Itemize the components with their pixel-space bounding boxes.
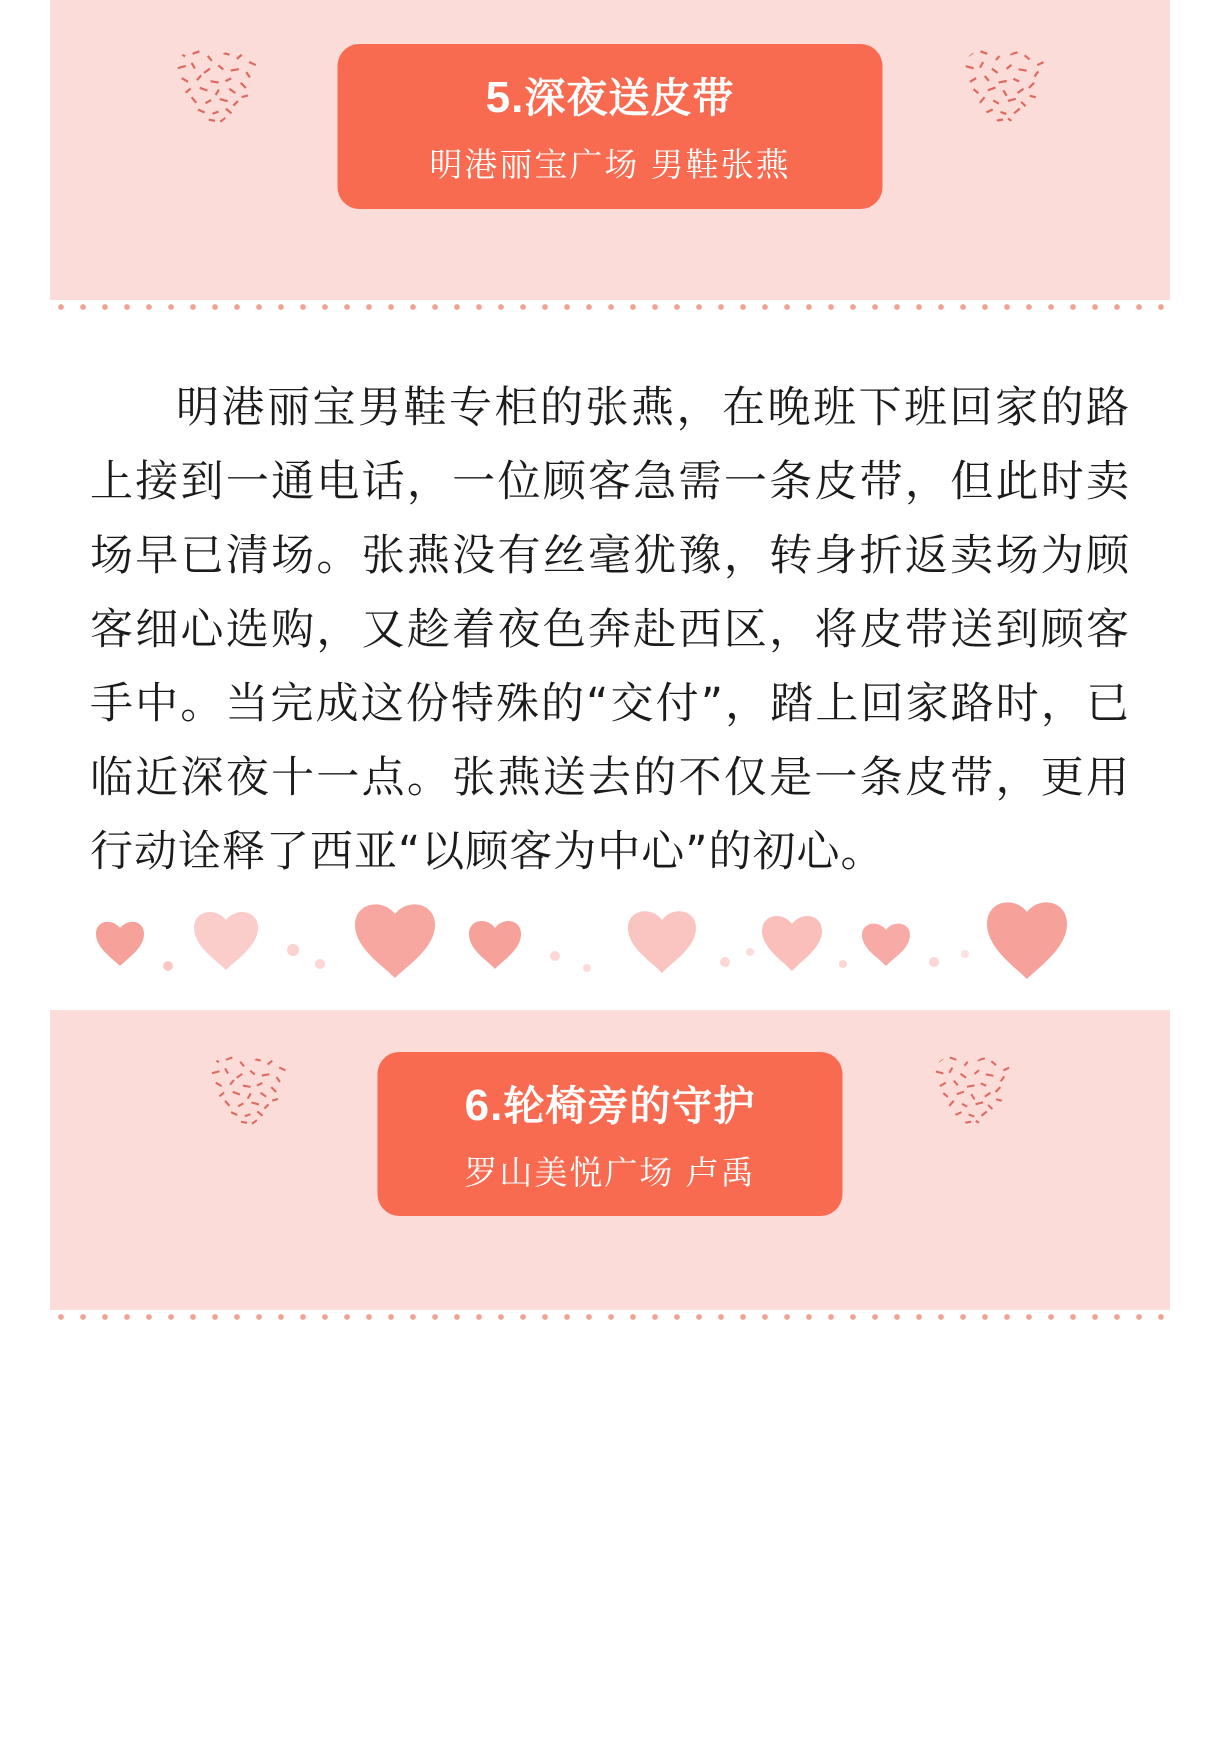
dotted-divider	[50, 1310, 1170, 1324]
section-body-5	[50, 314, 1170, 890]
section-header-band-5	[50, 0, 1170, 300]
section-title: 轮椅旁的守护	[503, 1082, 756, 1129]
heart-stipple-icon	[958, 46, 1050, 130]
section-subtitle: 明港丽宝广场 男鞋张燕	[429, 146, 791, 183]
section-subtitle: 罗山美悦广场 卢禹	[464, 1153, 756, 1191]
section-number: 6.	[464, 1080, 504, 1130]
heart-stipple-icon	[170, 46, 262, 130]
section-title-card-6	[378, 1052, 843, 1217]
dotted-divider	[50, 300, 1170, 314]
section-title-card-5	[338, 44, 883, 209]
heart-stipple-icon	[929, 1052, 1015, 1132]
body-paragraph: 明港丽宝男鞋专柜的张燕，在晚班下班回家的路上接到一通电话，一位顾客急需一条皮带，但此时卖场早已清场。张燕没有丝毫犹豫，转身折返卖场为顾客细心选购，又趁着夜色奔赴西区，将皮带送到顾客手中。当完成这份特殊的“交付”，踏上回家路时，已临近深夜十一点。张燕送去的不仅是一条皮带，更用行动诠释了西亚“以顾客为中心”的初心。	[90, 383, 1130, 877]
section-title-line	[388, 1078, 833, 1133]
heart-icon	[50, 890, 1170, 1010]
heart-stipple-icon	[205, 1052, 291, 1132]
section-number: 5.	[485, 73, 525, 122]
article-page	[50, 0, 1170, 1757]
section-header-band-6	[50, 1010, 1170, 1310]
section-title-line	[348, 70, 873, 125]
heart-divider-row	[50, 890, 1170, 1010]
section-title: 深夜送皮带	[524, 75, 735, 121]
